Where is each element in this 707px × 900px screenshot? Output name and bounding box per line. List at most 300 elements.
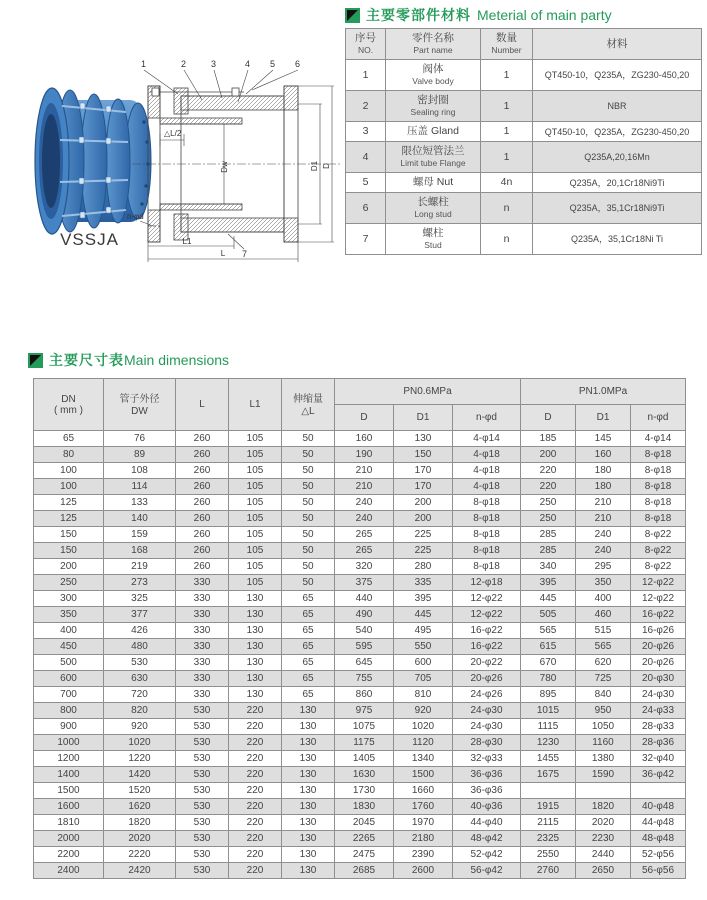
materials-cell-no: 2 bbox=[346, 91, 386, 122]
dimensions-row bbox=[34, 655, 686, 671]
dimensions-cell: 440 bbox=[335, 591, 394, 607]
dimensions-row bbox=[34, 543, 686, 559]
dimensions-cell: 260 bbox=[176, 527, 229, 543]
dimensions-cell: 65 bbox=[282, 607, 335, 623]
dimensions-cell: 105 bbox=[229, 463, 282, 479]
dimensions-cell: 260 bbox=[176, 479, 229, 495]
dimensions-cell: 65 bbox=[282, 671, 335, 687]
materials-cell-qty: 1 bbox=[481, 142, 533, 173]
dimensions-cell: 20-φ26 bbox=[631, 655, 686, 671]
dimensions-cell: 1230 bbox=[521, 735, 576, 751]
dimensions-cell: 1175 bbox=[335, 735, 394, 751]
dimensions-cell: 240 bbox=[576, 543, 631, 559]
dimensions-cell: 565 bbox=[521, 623, 576, 639]
dimensions-cell: 50 bbox=[282, 479, 335, 495]
dimensions-cell: 530 bbox=[176, 719, 229, 735]
dimensions-cell: 2390 bbox=[394, 847, 453, 863]
dimensions-cell: 105 bbox=[229, 527, 282, 543]
dimensions-cell: 2440 bbox=[576, 847, 631, 863]
materials-cell-qty: 1 bbox=[481, 122, 533, 142]
dimensions-cell: 670 bbox=[521, 655, 576, 671]
dimensions-cell: 65 bbox=[282, 655, 335, 671]
dimensions-cell: 50 bbox=[282, 495, 335, 511]
dimensions-cell: 530 bbox=[176, 751, 229, 767]
dimensions-cell: 200 bbox=[394, 511, 453, 527]
dimensions-cell: 1160 bbox=[576, 735, 631, 751]
dimensions-cell: 210 bbox=[576, 511, 631, 527]
dimensions-row bbox=[34, 815, 686, 831]
dimensions-cell: 2000 bbox=[34, 831, 104, 847]
green-square-icon bbox=[28, 353, 43, 368]
dimensions-cell: 24-φ30 bbox=[631, 687, 686, 703]
materials-cell-qty: 4n bbox=[481, 173, 533, 193]
dimensions-cell: 130 bbox=[229, 655, 282, 671]
dimensions-cell: 56-φ56 bbox=[631, 863, 686, 879]
dimensions-cell: 8-φ18 bbox=[631, 447, 686, 463]
dimensions-cell: 350 bbox=[576, 575, 631, 591]
header-pn10-nphid: n-φd bbox=[631, 405, 686, 431]
dimensions-cell: 550 bbox=[394, 639, 453, 655]
dimensions-cell: 330 bbox=[176, 607, 229, 623]
dimensions-cell: 4-φ14 bbox=[631, 431, 686, 447]
dimensions-cell: 20-φ26 bbox=[631, 639, 686, 655]
header-l: L bbox=[176, 379, 229, 431]
dimensions-cell: 12-φ22 bbox=[631, 575, 686, 591]
dimensions-cell: 1115 bbox=[521, 719, 576, 735]
dimensions-cell: 1400 bbox=[34, 767, 104, 783]
dimensions-cell: 225 bbox=[394, 543, 453, 559]
dimensions-cell: 50 bbox=[282, 543, 335, 559]
header-pn10: PN1.0MPa bbox=[521, 379, 686, 405]
dimensions-row bbox=[34, 847, 686, 863]
dimensions-cell: 65 bbox=[282, 591, 335, 607]
dimensions-cell: 220 bbox=[229, 863, 282, 879]
dimensions-cell: 200 bbox=[394, 495, 453, 511]
dimensions-cell: 1420 bbox=[104, 767, 176, 783]
dimensions-cell: 20-φ30 bbox=[631, 671, 686, 687]
dimensions-cell: 1340 bbox=[394, 751, 453, 767]
dimensions-row bbox=[34, 703, 686, 719]
materials-cell-no: 1 bbox=[346, 60, 386, 91]
dimensions-cell: 725 bbox=[576, 671, 631, 687]
dimensions-cell: 100 bbox=[34, 463, 104, 479]
dimensions-cell: 450 bbox=[34, 639, 104, 655]
dimensions-cell: 615 bbox=[521, 639, 576, 655]
dimensions-cell: 220 bbox=[229, 751, 282, 767]
dimensions-cell: 105 bbox=[229, 495, 282, 511]
callout-1: 1 bbox=[141, 59, 147, 69]
dimensions-cell: 50 bbox=[282, 447, 335, 463]
dimensions-cell: 125 bbox=[34, 495, 104, 511]
dimensions-cell: 32-φ33 bbox=[453, 751, 521, 767]
materials-cell-part: 长螺柱 Long stud bbox=[386, 193, 481, 224]
dimensions-cell: 330 bbox=[176, 687, 229, 703]
callout-2: 2 bbox=[181, 59, 187, 69]
dimensions-cell: 50 bbox=[282, 559, 335, 575]
dimensions-cell: 50 bbox=[282, 575, 335, 591]
dimensions-cell: 505 bbox=[521, 607, 576, 623]
dim-delta-half: △L/2 bbox=[164, 129, 182, 138]
materials-table-body bbox=[346, 60, 702, 255]
dimensions-row bbox=[34, 831, 686, 847]
dimensions-cell: 895 bbox=[521, 687, 576, 703]
materials-cell-qty: n bbox=[481, 193, 533, 224]
dimensions-cell: 16-φ22 bbox=[453, 639, 521, 655]
materials-row bbox=[346, 173, 702, 193]
dimensions-table bbox=[33, 378, 685, 879]
dimensions-cell: 800 bbox=[34, 703, 104, 719]
dimensions-cell: 1760 bbox=[394, 799, 453, 815]
materials-table bbox=[345, 28, 701, 255]
green-square-icon bbox=[345, 8, 360, 23]
materials-title-zh: 主要零部件材料 bbox=[366, 7, 471, 23]
dimensions-cell: 130 bbox=[282, 831, 335, 847]
dimensions-cell: 340 bbox=[521, 559, 576, 575]
dimensions-cell: 2200 bbox=[34, 847, 104, 863]
dimensions-cell: 330 bbox=[176, 671, 229, 687]
dimensions-cell: 130 bbox=[282, 815, 335, 831]
dimensions-cell: 1620 bbox=[104, 799, 176, 815]
dimensions-cell: 755 bbox=[335, 671, 394, 687]
dimensions-cell: 350 bbox=[34, 607, 104, 623]
dimensions-cell: 1500 bbox=[394, 767, 453, 783]
dimensions-row bbox=[34, 447, 686, 463]
materials-cell-material: Q235A,20,16Mn bbox=[533, 142, 702, 173]
dimensions-cell: 600 bbox=[394, 655, 453, 671]
materials-cell-no: 6 bbox=[346, 193, 386, 224]
materials-cell-qty: 1 bbox=[481, 60, 533, 91]
dimensions-cell: 8-φ22 bbox=[631, 527, 686, 543]
dimensions-cell: 1600 bbox=[34, 799, 104, 815]
dimensions-cell: 130 bbox=[394, 431, 453, 447]
dimensions-cell: 8-φ18 bbox=[453, 495, 521, 511]
dimensions-cell: 24-φ33 bbox=[631, 703, 686, 719]
dimensions-cell: 780 bbox=[521, 671, 576, 687]
dimensions-cell: 100 bbox=[34, 479, 104, 495]
dimensions-cell: 140 bbox=[104, 511, 176, 527]
dimensions-cell: 2020 bbox=[104, 831, 176, 847]
dimensions-cell: 1405 bbox=[335, 751, 394, 767]
dimensions-cell: 530 bbox=[104, 655, 176, 671]
materials-cell-part: 螺柱 Stud bbox=[386, 224, 481, 255]
dimensions-cell: 265 bbox=[335, 527, 394, 543]
dimensions-cell: 720 bbox=[104, 687, 176, 703]
dimensions-cell: 220 bbox=[229, 719, 282, 735]
dimensions-row bbox=[34, 783, 686, 799]
dimensions-cell: 8-φ18 bbox=[453, 559, 521, 575]
dimensions-cell: 810 bbox=[394, 687, 453, 703]
dimensions-cell: 330 bbox=[176, 655, 229, 671]
materials-cell-no: 4 bbox=[346, 142, 386, 173]
dimensions-cell: 28-φ30 bbox=[453, 735, 521, 751]
materials-cell-part: 密封圈 Sealing ring bbox=[386, 91, 481, 122]
dimensions-cell: 170 bbox=[394, 463, 453, 479]
dimensions-cell: 2115 bbox=[521, 815, 576, 831]
dimensions-cell: 240 bbox=[335, 495, 394, 511]
dimension-lines bbox=[140, 86, 334, 262]
dimensions-cell: 240 bbox=[335, 511, 394, 527]
dimensions-cell: 105 bbox=[229, 479, 282, 495]
dimensions-cell: 40-φ48 bbox=[631, 799, 686, 815]
dimensions-cell: 130 bbox=[282, 735, 335, 751]
dimensions-cell: 200 bbox=[521, 447, 576, 463]
dimensions-cell: 285 bbox=[521, 527, 576, 543]
dimensions-cell: 160 bbox=[335, 431, 394, 447]
materials-cell-material: QT450-10，Q235A，ZG230-450,20 bbox=[533, 122, 702, 142]
dimensions-cell: 2685 bbox=[335, 863, 394, 879]
dimensions-cell: 2020 bbox=[576, 815, 631, 831]
dimensions-cell: 2475 bbox=[335, 847, 394, 863]
dimensions-cell: 210 bbox=[335, 479, 394, 495]
dimensions-cell: 1730 bbox=[335, 783, 394, 799]
dimensions-cell: 225 bbox=[394, 527, 453, 543]
dimensions-cell: 16-φ26 bbox=[631, 623, 686, 639]
dimensions-cell: 16-φ22 bbox=[631, 607, 686, 623]
dimensions-cell: 920 bbox=[394, 703, 453, 719]
dimensions-cell: 40-φ36 bbox=[453, 799, 521, 815]
dimensions-cell: 220 bbox=[521, 479, 576, 495]
dimensions-cell: 530 bbox=[176, 863, 229, 879]
dimensions-cell: 2400 bbox=[34, 863, 104, 879]
dimensions-row bbox=[34, 671, 686, 687]
dimensions-cell: 400 bbox=[34, 623, 104, 639]
dimensions-cell: 89 bbox=[104, 447, 176, 463]
materials-cell-part: 阀体 Valve body bbox=[386, 60, 481, 91]
dimensions-cell: 325 bbox=[104, 591, 176, 607]
drawing-geometry bbox=[132, 86, 340, 242]
dim-d: D bbox=[322, 163, 331, 169]
dimensions-cell: 2420 bbox=[104, 863, 176, 879]
dimensions-cell: 130 bbox=[282, 703, 335, 719]
dimensions-cell: 65 bbox=[34, 431, 104, 447]
dimensions-cell: 50 bbox=[282, 511, 335, 527]
dimensions-cell: 105 bbox=[229, 543, 282, 559]
dimensions-cell: 76 bbox=[104, 431, 176, 447]
dimensions-cell: 920 bbox=[104, 719, 176, 735]
dimensions-cell: 1660 bbox=[394, 783, 453, 799]
dimensions-cell: 105 bbox=[229, 447, 282, 463]
dimensions-cell: 36-φ36 bbox=[453, 767, 521, 783]
dimensions-cell: 105 bbox=[229, 431, 282, 447]
dimensions-cell: 445 bbox=[394, 607, 453, 623]
dimensions-cell: 530 bbox=[176, 847, 229, 863]
dimensions-cell: 595 bbox=[335, 639, 394, 655]
materials-header-row bbox=[346, 29, 702, 60]
dimensions-cell: 150 bbox=[34, 543, 104, 559]
dimensions-cell: 480 bbox=[104, 639, 176, 655]
materials-cell-no: 3 bbox=[346, 122, 386, 142]
materials-cell-material: Q235A，35,1Cr18Ni Ti bbox=[533, 224, 702, 255]
materials-row bbox=[346, 193, 702, 224]
dimensions-cell: 32-φ40 bbox=[631, 751, 686, 767]
materials-cell-part: 限位短管法兰 Limit tube Flange bbox=[386, 142, 481, 173]
dimensions-row bbox=[34, 479, 686, 495]
dimensions-cell: 8-φ22 bbox=[631, 559, 686, 575]
dimensions-cell: 220 bbox=[229, 799, 282, 815]
dimensions-cell: 1455 bbox=[521, 751, 576, 767]
dimensions-cell: 210 bbox=[335, 463, 394, 479]
dimensions-cell: 1015 bbox=[521, 703, 576, 719]
dimensions-cell: 260 bbox=[176, 447, 229, 463]
dimensions-cell: 160 bbox=[576, 447, 631, 463]
dimensions-header-row-1 bbox=[34, 379, 686, 405]
dimensions-cell: 860 bbox=[335, 687, 394, 703]
materials-row bbox=[346, 91, 702, 122]
dimensions-cell: 320 bbox=[335, 559, 394, 575]
dimensions-cell: 28-φ36 bbox=[631, 735, 686, 751]
dimensions-row bbox=[34, 431, 686, 447]
dimensions-cell: 36-φ36 bbox=[453, 783, 521, 799]
dimensions-cell: 220 bbox=[229, 815, 282, 831]
dimensions-cell: 330 bbox=[176, 575, 229, 591]
dimensions-cell: 1970 bbox=[394, 815, 453, 831]
dimensions-cell: 260 bbox=[176, 463, 229, 479]
header-delta: 伸缩量 △L bbox=[282, 379, 335, 431]
dimensions-cell bbox=[576, 783, 631, 799]
callout-5: 5 bbox=[270, 59, 276, 69]
dimensions-row bbox=[34, 591, 686, 607]
dimensions-row bbox=[34, 575, 686, 591]
header-pn06: PN0.6MPa bbox=[335, 379, 521, 405]
dimensions-cell: 375 bbox=[335, 575, 394, 591]
dimensions-cell: 44-φ40 bbox=[453, 815, 521, 831]
dimensions-cell: 50 bbox=[282, 527, 335, 543]
dimensions-cell: 220 bbox=[229, 831, 282, 847]
dimensions-cell: 1120 bbox=[394, 735, 453, 751]
dimensions-cell: 330 bbox=[176, 591, 229, 607]
dimensions-cell: 250 bbox=[521, 511, 576, 527]
dim-l: L bbox=[220, 249, 226, 258]
dimensions-cell: 130 bbox=[282, 863, 335, 879]
dimensions-cell: 260 bbox=[176, 511, 229, 527]
dimensions-cell: 56-φ42 bbox=[453, 863, 521, 879]
dimensions-cell: 330 bbox=[176, 639, 229, 655]
dimensions-cell: 1000 bbox=[34, 735, 104, 751]
header-pn06-d: D bbox=[335, 405, 394, 431]
dimensions-cell: 2650 bbox=[576, 863, 631, 879]
dimensions-cell: 260 bbox=[176, 559, 229, 575]
dimensions-cell: 630 bbox=[104, 671, 176, 687]
dimensions-cell: 295 bbox=[576, 559, 631, 575]
dimensions-cell: 1915 bbox=[521, 799, 576, 815]
dimensions-cell: 8-φ18 bbox=[631, 495, 686, 511]
dimensions-cell: 515 bbox=[576, 623, 631, 639]
dimensions-cell: 20-φ26 bbox=[453, 671, 521, 687]
dimensions-cell: 1050 bbox=[576, 719, 631, 735]
dimensions-cell: 490 bbox=[335, 607, 394, 623]
header-l1: L1 bbox=[229, 379, 282, 431]
dimensions-cell: 530 bbox=[176, 831, 229, 847]
dimensions-cell: 2220 bbox=[104, 847, 176, 863]
header-dw: 管子外径 DW bbox=[104, 379, 176, 431]
dimensions-cell: 300 bbox=[34, 591, 104, 607]
dimensions-row bbox=[34, 735, 686, 751]
dimensions-cell: 159 bbox=[104, 527, 176, 543]
dimensions-cell: 2265 bbox=[335, 831, 394, 847]
dimensions-cell: 180 bbox=[576, 479, 631, 495]
dimensions-cell: 8-φ18 bbox=[631, 463, 686, 479]
dimensions-cell: 130 bbox=[229, 591, 282, 607]
dimensions-cell: 1200 bbox=[34, 751, 104, 767]
dimensions-table-body bbox=[34, 431, 686, 879]
dimensions-cell: 265 bbox=[335, 543, 394, 559]
dimensions-cell: 220 bbox=[229, 783, 282, 799]
materials-cell-no: 7 bbox=[346, 224, 386, 255]
callout-6: 6 bbox=[295, 59, 301, 69]
materials-header-material: 材料 bbox=[533, 29, 702, 60]
dimensions-cell: 460 bbox=[576, 607, 631, 623]
dimensions-cell: 50 bbox=[282, 431, 335, 447]
dimensions-cell: 65 bbox=[282, 623, 335, 639]
dim-d1: D1 bbox=[310, 160, 319, 172]
dimensions-cell: 820 bbox=[104, 703, 176, 719]
dimensions-row bbox=[34, 863, 686, 879]
callout-7: 7 bbox=[242, 249, 248, 259]
dimensions-cell: 130 bbox=[229, 607, 282, 623]
dimensions-cell: 260 bbox=[176, 543, 229, 559]
dimensions-cell: 12-φ22 bbox=[631, 591, 686, 607]
dimensions-cell: 395 bbox=[394, 591, 453, 607]
dimensions-cell: 2600 bbox=[394, 863, 453, 879]
dimensions-cell: 130 bbox=[282, 751, 335, 767]
materials-cell-qty: 1 bbox=[481, 91, 533, 122]
dimensions-cell: 130 bbox=[229, 639, 282, 655]
dimensions-row bbox=[34, 463, 686, 479]
dimensions-cell: 105 bbox=[229, 559, 282, 575]
dimensions-cell: 125 bbox=[34, 511, 104, 527]
dimensions-cell: 8-φ18 bbox=[631, 479, 686, 495]
dimensions-cell: 52-φ42 bbox=[453, 847, 521, 863]
dimensions-cell: 150 bbox=[394, 447, 453, 463]
dimensions-cell: 2325 bbox=[521, 831, 576, 847]
dimensions-cell: 4-φ14 bbox=[453, 431, 521, 447]
dimensions-cell: 12-φ22 bbox=[453, 591, 521, 607]
dimensions-cell: 500 bbox=[34, 655, 104, 671]
dimensions-cell: 530 bbox=[176, 799, 229, 815]
dimensions-cell: 44-φ48 bbox=[631, 815, 686, 831]
dimensions-cell: 130 bbox=[229, 671, 282, 687]
dimensions-cell: 130 bbox=[282, 783, 335, 799]
dimensions-cell: 130 bbox=[229, 623, 282, 639]
dimensions-cell: 28-φ33 bbox=[631, 719, 686, 735]
dimensions-cell: 50 bbox=[282, 463, 335, 479]
dimensions-cell: 4-φ18 bbox=[453, 447, 521, 463]
dimensions-cell: 168 bbox=[104, 543, 176, 559]
dimensions-cell: 24-φ30 bbox=[453, 719, 521, 735]
dimensions-row bbox=[34, 639, 686, 655]
materials-cell-material: QT450-10，Q235A，ZG230-450,20 bbox=[533, 60, 702, 91]
dimensions-cell: 530 bbox=[176, 703, 229, 719]
dimensions-cell: 530 bbox=[176, 783, 229, 799]
dimensions-cell: 1520 bbox=[104, 783, 176, 799]
dimensions-cell: 180 bbox=[576, 463, 631, 479]
dimensions-cell: 250 bbox=[34, 575, 104, 591]
dimensions-cell bbox=[631, 783, 686, 799]
dimensions-cell: 36-φ42 bbox=[631, 767, 686, 783]
dimensions-row bbox=[34, 623, 686, 639]
header-pn10-d: D bbox=[521, 405, 576, 431]
dimensions-cell: 65 bbox=[282, 639, 335, 655]
dimensions-cell: 1820 bbox=[576, 799, 631, 815]
dimensions-title-en: Main dimensions bbox=[124, 352, 230, 368]
dimensions-cell: 840 bbox=[576, 687, 631, 703]
dimensions-cell: 705 bbox=[394, 671, 453, 687]
dimensions-cell: 280 bbox=[394, 559, 453, 575]
dimensions-cell: 12-φ18 bbox=[453, 575, 521, 591]
dimensions-cell: 700 bbox=[34, 687, 104, 703]
dimensions-cell: 445 bbox=[521, 591, 576, 607]
dimensions-cell: 1630 bbox=[335, 767, 394, 783]
